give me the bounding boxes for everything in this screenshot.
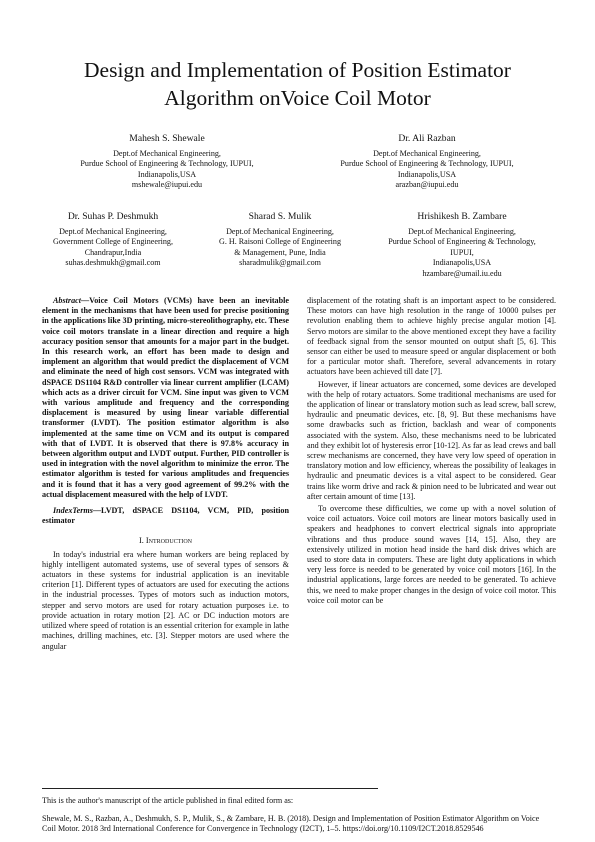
left-column [42, 296, 289, 652]
author-affiliation: Dept.of Mechanical Engineering, [59, 226, 167, 236]
author-email: arazban@iupui.edu [395, 180, 459, 190]
author-affiliation: IUPUI, [450, 247, 474, 257]
index-terms [42, 506, 289, 526]
author-name: Hrishikesh B. Zambare [417, 211, 507, 222]
author-email: suhas.deshmukh@gmail.com [65, 258, 161, 268]
title-line-2: Algorithm onVoice Coil Motor [164, 86, 431, 110]
author-block-3 [38, 212, 188, 269]
author-location: Indianapolis,USA [137, 169, 197, 179]
body-paragraph: In today's industrial era where human workers are being replaced by highly intelligent automated systems, use of several types of sensors & actuators in these systems for industrial application is an inevitable criterion [1]. Different types of actuators are used for executing the actions in the industrial processes. Types of motors such as induction motors, stepper and servo motors are used for rotary actuation purposes i.e. to provide actuation in rotary motion [2]. AC or DC induction motors are utilized where speed of rotation is an essential criterion for example in lathe machines, drilling machines, etc. [3]. Stepper motors are used where the angular [42, 549, 289, 651]
index-terms-label: IndexTerms [53, 506, 93, 516]
author-affiliation: Purdue School of Engineering & Technology, IUPUI, [80, 159, 254, 169]
author-location: Indianapolis,USA [432, 258, 492, 268]
section-heading [42, 536, 289, 546]
index-terms-text: —LVDT, dSPACE DS1104, VCM, PID, position estimator [42, 506, 289, 526]
author-block-2 [300, 134, 554, 191]
author-affiliation: Dept.of Mechanical Engineering, [373, 148, 481, 158]
citation: Shewale, M. S., Razban, A., Deshmukh, S. P., Mulik, S., & Zambare, H. B. (2018). Design and Implementation of Position Estimator Algorithm on Voice Coil Motor. 2018 3rd International Conference for Convergence in Technology (I2CT), 1–5. https://doi.org/10.1109/I2CT.2018.8529546 [42, 814, 540, 834]
author-affiliation: Purdue School of Engineering & Technology, IUPUI, [340, 159, 514, 169]
section-title: Introduction [145, 536, 192, 546]
body-paragraph: However, if linear actuators are concerned, some devices are developed with the help of rotary actuators. Some traditional mechanisms are used for the application of linear or translatory motion such as lead screw, ball screw, hydraulic and pneumatic devices, etc. [8, 9]. But these mechanisms have some drawbacks such as friction, backlash and wear of components associated with the system. Also, these mechanisms need to be lubricated and they exhibit lot of hysteresis error [10-12]. As far as lead crews and ball screw mechanisms are concerned, they have very low speed of operation in translatory motion and low efficiency, whereas the possibility of leakages in hydraulic and pneumatic devices is a vital aspect to be considered. Gear trains like worm drive and rack & pinion need to be lubricated and wear out after certain amount of time [13]. [307, 379, 556, 501]
author-block-1 [40, 134, 294, 191]
author-location: Indianapolis,USA [397, 169, 457, 179]
abstract-label: Abstract [53, 296, 81, 305]
author-name: Sharad S. Mulik [248, 211, 312, 222]
author-block-5 [368, 212, 556, 280]
section-number: I. [138, 536, 144, 546]
manuscript-note: This is the author's manuscript of the article published in final edited form as: [42, 796, 294, 805]
author-affiliation: Dept.of Mechanical Engineering, [113, 148, 221, 158]
abstract-text: —Voice Coil Motors (VCMs) have been an inevitable element in the mechanisms that have been used for precise positioning in the applications like 3D printing, micro-stereolithography, etc. These voice coil motors translate in a linear direction and require a high accuracy position sensor that amounts for a major part in the budget. In this research work, an effort has been made to design and implement an algorithm that would predict the displacement of VCM and eliminate the need of high cost sensors. VCM was integrated with dSPACE DS1104 R&D controller via linear current amplifier (LCAM) which acts as a driver circuit for VCM. Sine input was given to VCM with various amplitude and frequency and the corresponding displacement is measured by using linear variable differential transformer (LVDT). The position estimator algorithm is also implemented at the same time on VCM and its output is compared with that of LVDT. It is observed that there is 97.8% accuracy in between algorithm output and LVDT output. Further, PID controller is used in integration with the novel algorithm to minimize the error. The estimator algorithm is tested for various amplitudes and frequencies and it is found that it has a very good agreement of 99.2% with the actual displacement measured with the help of LVDT. [42, 296, 289, 499]
author-name: Dr. Ali Razban [398, 133, 456, 144]
author-email: mshewale@iupui.edu [131, 180, 203, 190]
author-affiliation: Dept.of Mechanical Engineering, [408, 226, 516, 236]
author-location: Chandrapur,India [84, 247, 142, 257]
footnote-rule [42, 788, 378, 789]
author-email: sharadmulik@gmail.com [239, 258, 321, 268]
author-email: hzambare@umail.iu.edu [422, 268, 502, 278]
author-affiliation: Purdue School of Engineering & Technology, [388, 237, 536, 247]
paper-title [40, 56, 555, 112]
body-paragraph: displacement of the rotating shaft is an important aspect to be considered. These motors can have high resolution in the range of 10000 pulses per revolution enabling them to achieve highly precise angular motion [4]. Servo motors are similar to the above mentioned except they have a facility of feedback signal from the sensor mounted on output shaft [5, 6]. This sensor can either be used to measure speed or angular displacement or both for a particular motor shaft. Therefore, several advancements in rotary actuators have been achieved till date [7]. [307, 296, 556, 377]
author-affiliation: G. H. Raisoni College of Engineering [218, 237, 342, 247]
title-line-1: Design and Implementation of Position Estimator [84, 58, 511, 82]
author-affiliation: & Management, Pune, India [234, 247, 326, 257]
author-name: Dr. Suhas P. Deshmukh [67, 211, 159, 222]
abstract [42, 296, 289, 500]
author-affiliation: Government College of Engineering, [52, 237, 174, 247]
author-block-4 [200, 212, 360, 269]
right-column [307, 296, 556, 606]
body-paragraph: To overcome these difficulties, we come up with a novel solution of voice coil actuators. Voice coil motors are linear motors basically used in speakers and headphones to convert electrical signals into appropriate vibrations and thus produce sound waves [14, 15]. Also, they are extensively utilized in motion head inside the hard disk drives which are used to store data in computers. These are light duty applications in which very less force is needed to be generated by voice coil motors [16]. In the industrial applications, large forces are needed to be generated. To achieve this, we need to make proper changes in the design of voice coil motor. This voice coil motor can be [307, 504, 556, 605]
author-affiliation: Dept.of Mechanical Engineering, [226, 226, 334, 236]
author-name: Mahesh S. Shewale [129, 133, 205, 144]
